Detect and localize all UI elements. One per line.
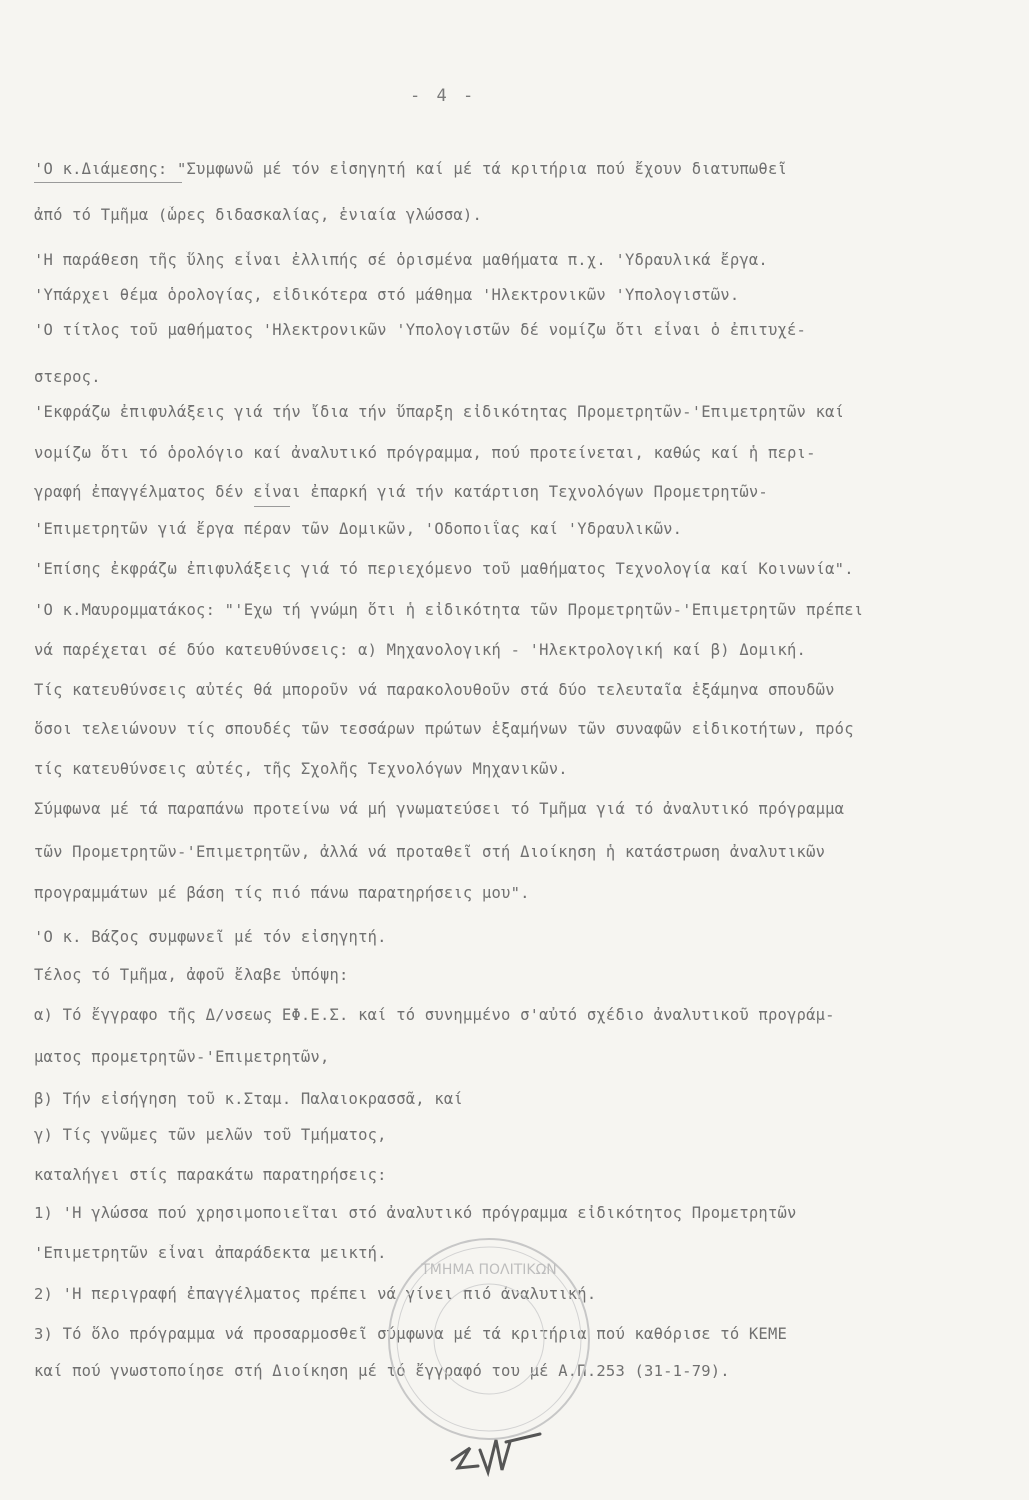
text-line: νομίζω ὅτι τό ὁρολόγιο καί ἀναλυτικό πρόγραμμα, πού προτείνεται, καθώς καί ἡ περι- — [34, 444, 816, 462]
text-line: 'Ο κ. Βάζος συμφωνεῖ μέ τόν εἰσηγητή. — [34, 928, 387, 946]
text-line: ὅσοι τελειώνουν τίς σπουδές τῶν τεσσάρων πρώτων ἑξαμήνων τῶν συναφῶν εἰδικοτήτων, πρός — [34, 720, 854, 738]
text-line: 1) 'Η γλώσσα πού χρησιμοποιεῖται στό ἀναλυτικό πρόγραμμα εἰδικότητος Προμετρητῶν — [34, 1204, 797, 1222]
text-line: ἀπό τό Τμῆμα (ὧρες διδασκαλίας, ἑνιαία γλώσσα). — [34, 206, 482, 224]
text-line: 'Ο κ.Διάμεσης: "Συμφωνῶ μέ τόν εἰσηγητή καί μέ τά κριτήρια πού ἔχουν διατυπωθεῖ — [34, 160, 788, 178]
signature-text: Σπ — [440, 1420, 442, 1421]
text-line: 'Επιμετρητῶν εἶναι ἀπαράδεκτα μεικτή. — [34, 1244, 387, 1262]
text-line: 'Επίσης ἐκφράζω ἐπιφυλάξεις γιά τό περιεχόμενο τοῦ μαθήματος Τεχνολογία καί Κοινωνία". — [34, 560, 854, 578]
text-line: 'Η παράθεση τῆς ὕλης εἶναι ἐλλιπής σέ ὁρισμένα μαθήματα π.χ. 'Υδραυλικά ἔργα. — [34, 251, 768, 269]
signature — [440, 1420, 550, 1490]
word-underline — [254, 506, 290, 507]
text-line: ματος προμετρητῶν-'Επιμετρητῶν, — [34, 1048, 330, 1066]
text-line: καταλήγει στίς παρακάτω παρατηρήσεις: — [34, 1166, 387, 1184]
text-line: γ) Τίς γνῶμες τῶν μελῶν τοῦ Τμήματος, — [34, 1126, 387, 1144]
text-line: 'Υπάρχει θέμα ὁρολογίας, εἰδικότερα στό μάθημα 'Ηλεκτρονικῶν 'Υπολογιστῶν. — [34, 286, 740, 304]
text-line: 3) Τό ὅλο πρόγραμμα νά προσαρμοσθεῖ σύμφωνα μέ τά κριτήρια πού καθόρισε τό ΚΕΜΕ — [34, 1325, 788, 1343]
text-line: τίς κατευθύνσεις αὐτές, τῆς Σχολῆς Τεχνολόγων Μηχανικῶν. — [34, 760, 568, 778]
text-line: 'Ο τίτλος τοῦ μαθήματος 'Ηλεκτρονικῶν 'Υπολογιστῶν δέ νομίζω ὅτι εἶναι ὁ ἐπιτυχέ- — [34, 321, 807, 339]
official-stamp — [382, 1232, 597, 1447]
text-line: β) Τήν εἰσήγηση τοῦ κ.Σταμ. Παλαιοκρασσᾶ, καί — [34, 1090, 463, 1108]
text-line: α) Τό ἔγγραφο τῆς Δ/νσεως ΕΦ.Ε.Σ. καί τό συνημμένο σ'αὐτό σχέδιο ἀναλυτικοῦ προγράμ- — [34, 1006, 835, 1024]
stamp-text: ΤΜΗΜΑ ΠΟΛΙΤΙΚΩΝ — [421, 1262, 557, 1278]
text-line: νά παρέχεται σέ δύο κατευθύνσεις: α) Μηχανολογική - 'Ηλεκτρολογική καί β) Δομική. — [34, 641, 807, 659]
text-line: 'Εκφράζω ἐπιφυλάξεις γιά τήν ἴδια τήν ὕπαρξη εἰδικότητας Προμετρητῶν-'Επιμετρητῶν καί — [34, 403, 845, 421]
text-line: 2) 'Η περιγραφή ἐπαγγέλματος πρέπει νά γίνει πιό ἀναλυτική. — [34, 1285, 597, 1303]
text-line: γραφή ἐπαγγέλματος δέν εἶναι ἐπαρκή γιά τήν κατάρτιση Τεχνολόγων Προμετρητῶν- — [34, 483, 768, 501]
page-number: - 4 - — [410, 86, 477, 106]
text-line: στερος. — [34, 368, 101, 386]
speaker-underline — [34, 182, 182, 183]
text-line: προγραμμάτων μέ βάση τίς πιό πάνω παρατηρήσεις μου". — [34, 884, 530, 902]
text-line: καί πού γνωστοποίησε στή Διοίκηση μέ τό ἔγγραφό του μέ Α.Π.253 (31-1-79). — [34, 1362, 730, 1380]
text-line: τῶν Προμετρητῶν-'Επιμετρητῶν, ἀλλά νά προταθεῖ στή Διοίκηση ἡ κατάστρωση ἀναλυτικῶν — [34, 843, 826, 861]
text-line: Τίς κατευθύνσεις αὐτές θά μποροῦν νά παρακολουθοῦν στά δύο τελευταῖα ἑξάμηνα σπουδῶν — [34, 681, 835, 699]
text-line: Σύμφωνα μέ τά παραπάνω προτείνω νά μή γνωματεύσει τό Τμῆμα γιά τό ἀναλυτικό πρόγραμμα — [34, 800, 845, 818]
text-line: 'Επιμετρητῶν γιά ἔργα πέραν τῶν Δομικῶν, 'Οδοποιΐας καί 'Υδραυλικῶν. — [34, 520, 683, 538]
text-line: Τέλος τό Τμῆμα, ἀφοῦ ἔλαβε ὑπόψη: — [34, 966, 349, 984]
text-line: 'Ο κ.Μαυρομματάκος: "'Εχω τή γνώμη ὅτι ἡ εἰδικότητα τῶν Προμετρητῶν-'Επιμετρητῶν πρέπει — [34, 601, 864, 619]
